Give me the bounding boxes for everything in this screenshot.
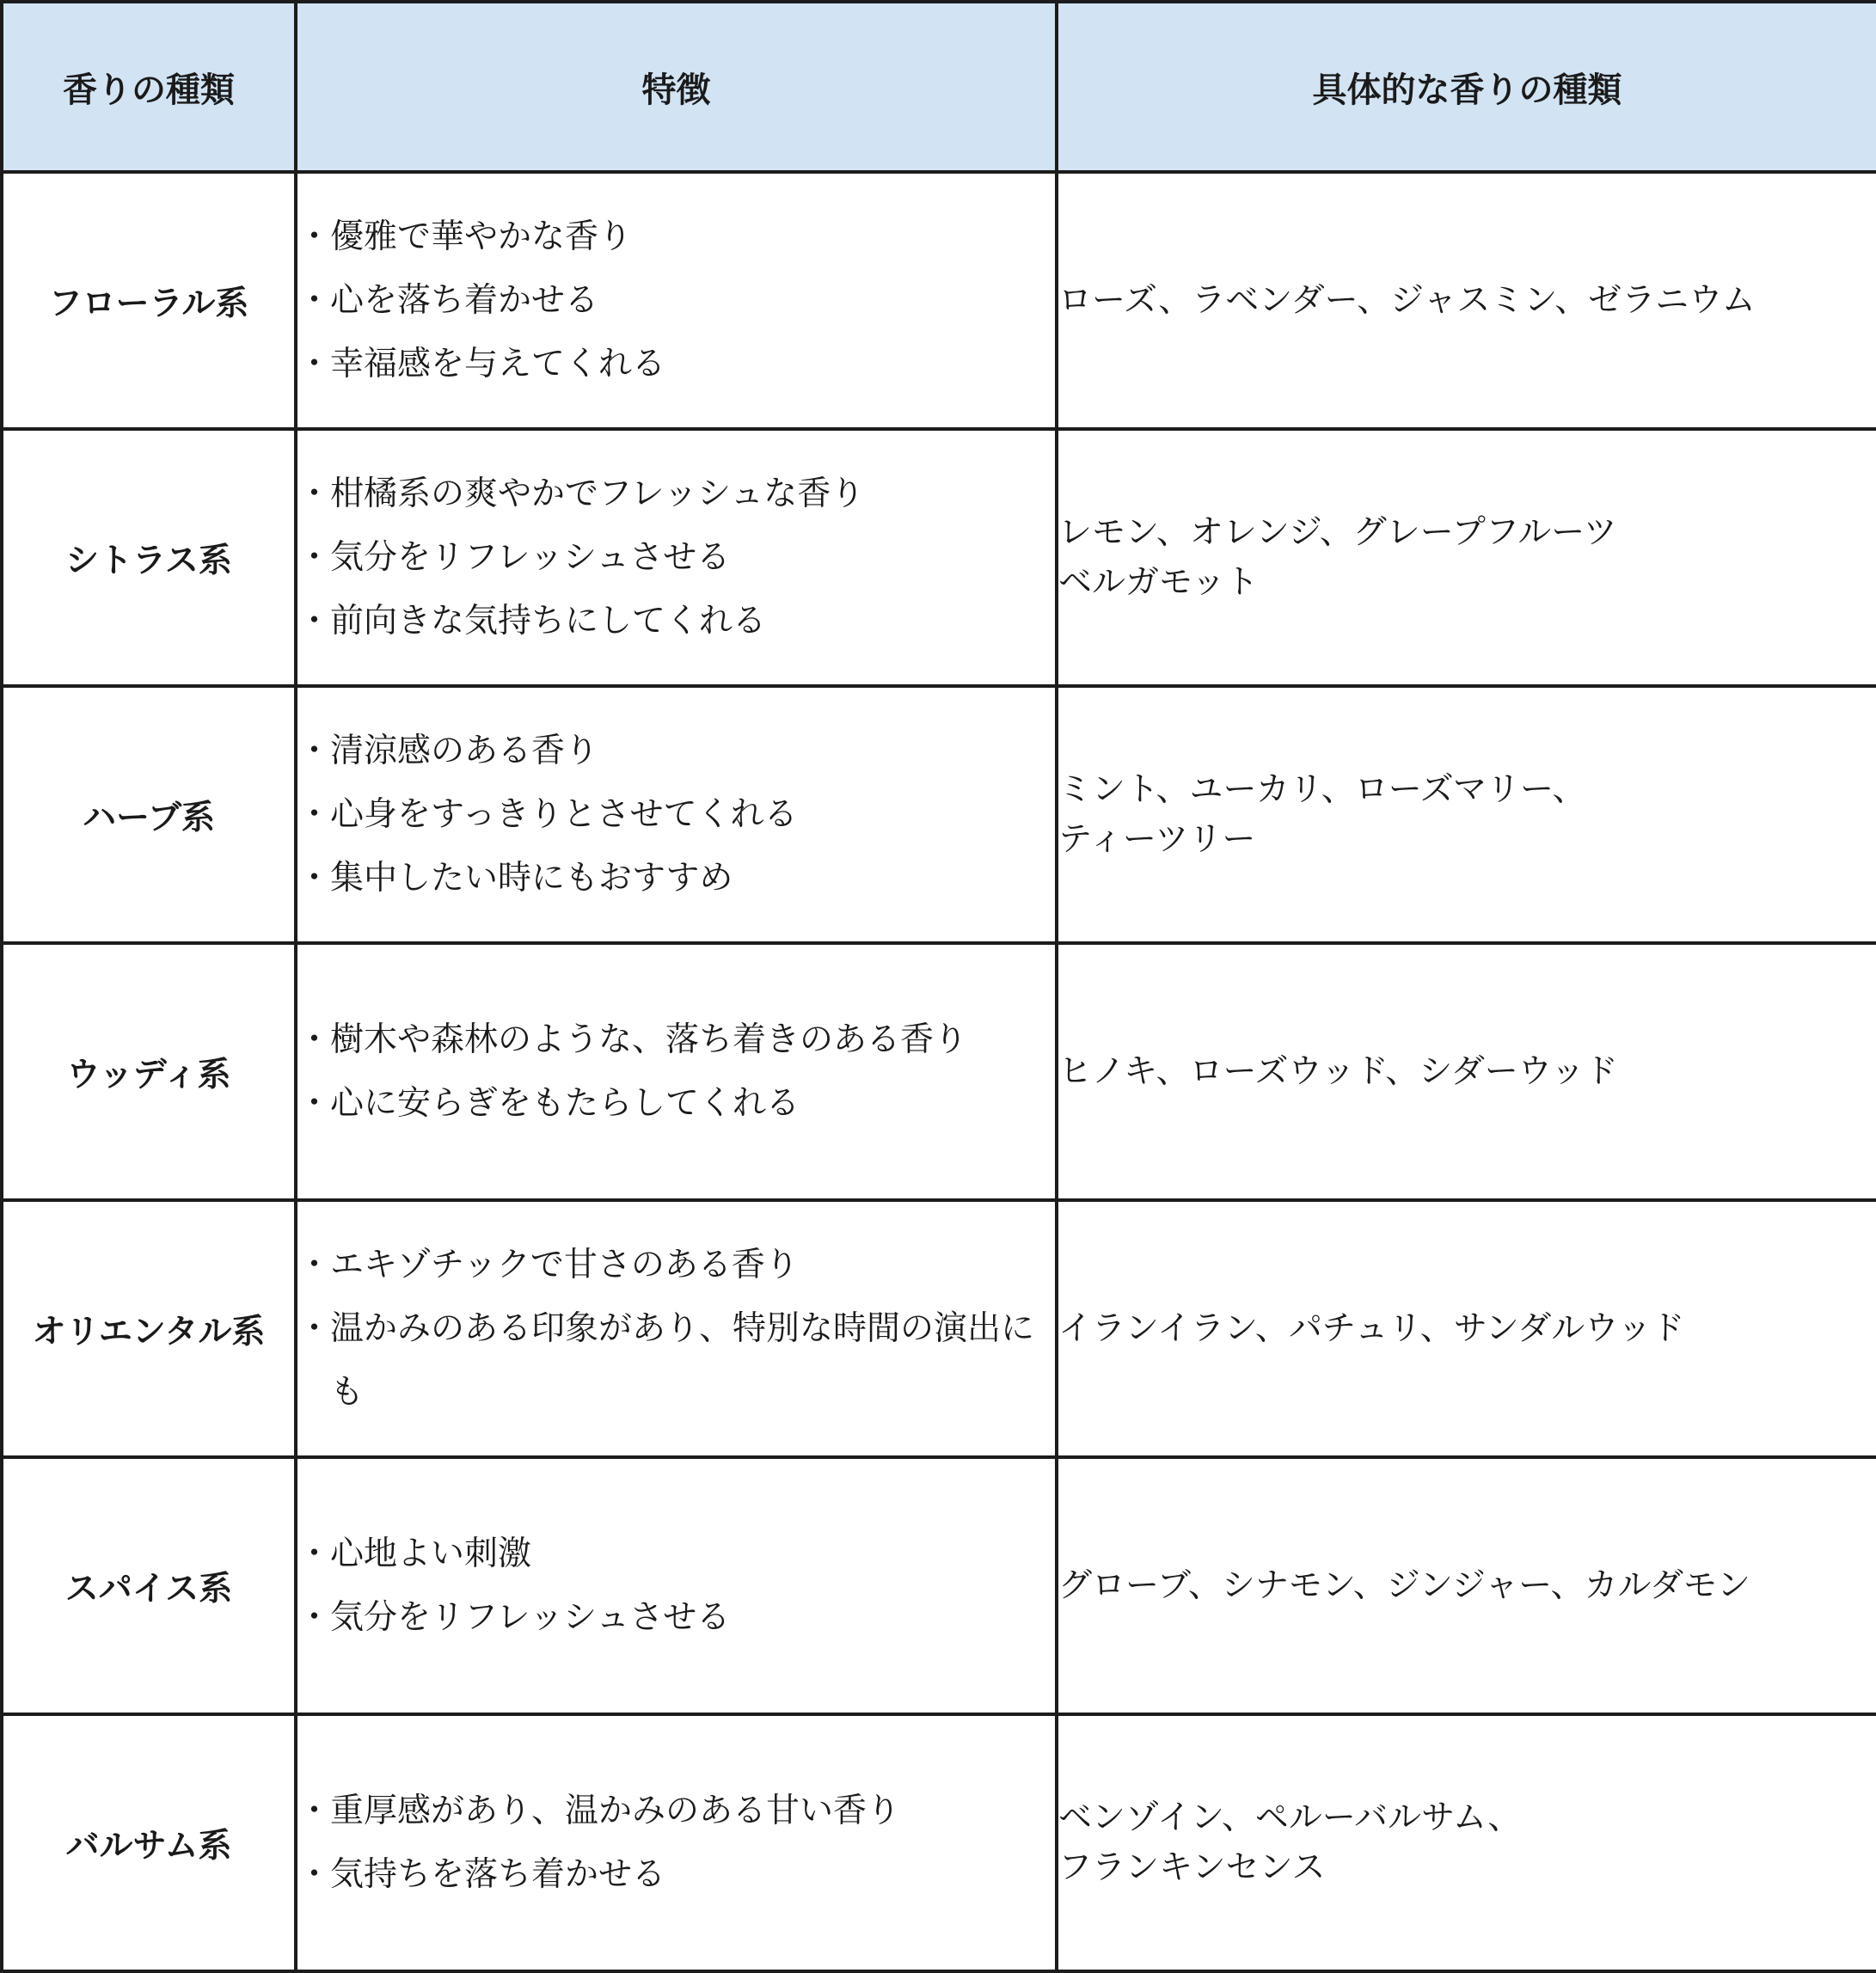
bullet-mark: ・ xyxy=(297,474,332,513)
bullet-mark: ・ xyxy=(297,1083,332,1123)
specific-aroma-line: ローズ、ラベンダー、ジャスミン、ゼラニウム xyxy=(1058,280,1756,320)
feature-text: 樹木や森林のような、落ち着きのある香り xyxy=(330,1020,968,1059)
feature-text: 柑橘系の爽やかでフレッシュな香り xyxy=(330,474,865,513)
specific-aroma-line: ヒノキ、ローズウッド、シダーウッド xyxy=(1058,1051,1618,1091)
specific-aroma-line: グローブ、シナモン、ジンジャー、カルダモン xyxy=(1058,1566,1750,1605)
feature-list xyxy=(297,1780,1055,1907)
feature-item xyxy=(297,783,1055,847)
bullet-mark: ・ xyxy=(297,1791,332,1830)
feature-item xyxy=(297,463,1055,526)
features-cell xyxy=(296,1457,1057,1714)
header-features: 特徴 xyxy=(296,2,1057,172)
header-specific: 具体的な香りの種類 xyxy=(1057,2,1876,172)
feature-text: 優雅で華やかな香り xyxy=(330,217,633,256)
feature-text: 集中したい時にもおすすめ xyxy=(330,858,733,898)
table-row xyxy=(2,429,1876,686)
feature-text: 心身をすっきりとさせてくれる xyxy=(330,794,798,834)
table-row xyxy=(2,943,1876,1200)
feature-list xyxy=(297,720,1055,910)
bullet-mark: ・ xyxy=(297,858,332,898)
feature-list xyxy=(297,463,1055,653)
feature-item xyxy=(297,1234,1055,1297)
feature-item xyxy=(297,526,1055,590)
feature-list xyxy=(297,205,1055,396)
feature-text: 気分をリフレッシュさせる xyxy=(330,1597,731,1637)
bullet-mark: ・ xyxy=(297,731,332,770)
aroma-type-cell: シトラス系 xyxy=(2,429,296,686)
feature-text: 心を落ち着かせる xyxy=(330,280,599,320)
feature-item xyxy=(297,1843,1055,1907)
aroma-type-cell: バルサム系 xyxy=(2,1714,296,1971)
bullet-mark: ・ xyxy=(297,601,332,640)
specific-aromas-cell xyxy=(1057,1457,1876,1714)
bullet-mark: ・ xyxy=(297,1245,332,1284)
features-cell xyxy=(296,172,1057,429)
specific-aromas-cell xyxy=(1057,1714,1876,1971)
aroma-type-cell: オリエンタル系 xyxy=(2,1200,296,1457)
specific-aroma-line: ティーツリー xyxy=(1058,819,1256,859)
specific-aroma-line: ベルガモット xyxy=(1058,562,1259,602)
feature-text: 気分をリフレッシュさせる xyxy=(330,537,731,577)
feature-text: エキゾチックで甘さのある香り xyxy=(330,1245,799,1284)
feature-list xyxy=(297,1008,1055,1136)
bullet-mark: ・ xyxy=(297,1308,332,1348)
feature-item xyxy=(297,590,1055,653)
feature-item xyxy=(297,847,1055,910)
feature-text: 心地よい刺激 xyxy=(330,1534,532,1573)
bullet-mark: ・ xyxy=(297,1020,332,1059)
bullet-mark: ・ xyxy=(297,280,332,320)
table-row xyxy=(2,172,1876,429)
feature-text: 心に安らぎをもたらしてくれる xyxy=(330,1083,800,1123)
feature-list xyxy=(297,1234,1055,1425)
specific-aroma-line: レモン、オレンジ、グレープフルーツ xyxy=(1058,512,1617,552)
bullet-mark: ・ xyxy=(297,537,332,577)
bullet-mark: ・ xyxy=(297,217,332,256)
table-header-row xyxy=(2,2,1876,172)
table-body xyxy=(2,172,1876,1971)
feature-item xyxy=(297,333,1055,396)
bullet-mark: ・ xyxy=(297,1534,332,1573)
feature-text: 幸福感を与えてくれる xyxy=(330,344,666,383)
feature-item xyxy=(297,1008,1055,1072)
specific-aroma-line: ベンゾイン、ペルーバルサム、 xyxy=(1058,1798,1522,1837)
specific-aroma-line: フランキンセンス xyxy=(1058,1847,1326,1887)
specific-aromas-cell xyxy=(1057,686,1876,943)
specific-aroma-line: ミント、ユーカリ、ローズマリー、 xyxy=(1058,769,1586,809)
feature-item xyxy=(297,1780,1055,1843)
table-row xyxy=(2,1457,1876,1714)
feature-item xyxy=(297,1297,1055,1425)
bullet-mark: ・ xyxy=(297,794,332,834)
aroma-type-cell: スパイス系 xyxy=(2,1457,296,1714)
features-cell xyxy=(296,1200,1057,1457)
table-row xyxy=(2,1200,1876,1457)
header-type: 香りの種類 xyxy=(2,2,296,172)
feature-text: 重厚感があり、温かみのある甘い香り xyxy=(330,1791,901,1830)
specific-aroma-line: イランイラン、パチュリ、サンダルウッド xyxy=(1058,1308,1685,1348)
specific-aromas-cell xyxy=(1057,943,1876,1200)
feature-list xyxy=(297,1523,1055,1650)
specific-aromas-cell xyxy=(1057,172,1876,429)
table-row xyxy=(2,686,1876,943)
features-cell xyxy=(296,943,1057,1200)
feature-item xyxy=(297,1586,1055,1650)
features-cell xyxy=(296,429,1057,686)
bullet-mark: ・ xyxy=(297,1854,332,1894)
feature-text: 気持ちを落ち着かせる xyxy=(330,1854,666,1894)
feature-text: 温かみのある印象があり、特別な時間の演出にも xyxy=(330,1308,1035,1412)
feature-item xyxy=(297,205,1055,269)
aroma-type-cell: ウッディ系 xyxy=(2,943,296,1200)
feature-item xyxy=(297,720,1055,783)
feature-item xyxy=(297,269,1055,333)
features-cell xyxy=(296,1714,1057,1971)
features-cell xyxy=(296,686,1057,943)
specific-aromas-cell xyxy=(1057,1200,1876,1457)
bullet-mark: ・ xyxy=(297,344,332,383)
specific-aromas-cell xyxy=(1057,429,1876,686)
table-row xyxy=(2,1714,1876,1971)
feature-text: 前向きな気持ちにしてくれる xyxy=(330,601,767,640)
aroma-type-cell: ハーブ系 xyxy=(2,686,296,943)
feature-item xyxy=(297,1523,1055,1586)
aroma-type-cell: フローラル系 xyxy=(2,172,296,429)
bullet-mark: ・ xyxy=(297,1597,332,1637)
feature-text: 清涼感のある香り xyxy=(330,731,599,770)
feature-item xyxy=(297,1072,1055,1136)
